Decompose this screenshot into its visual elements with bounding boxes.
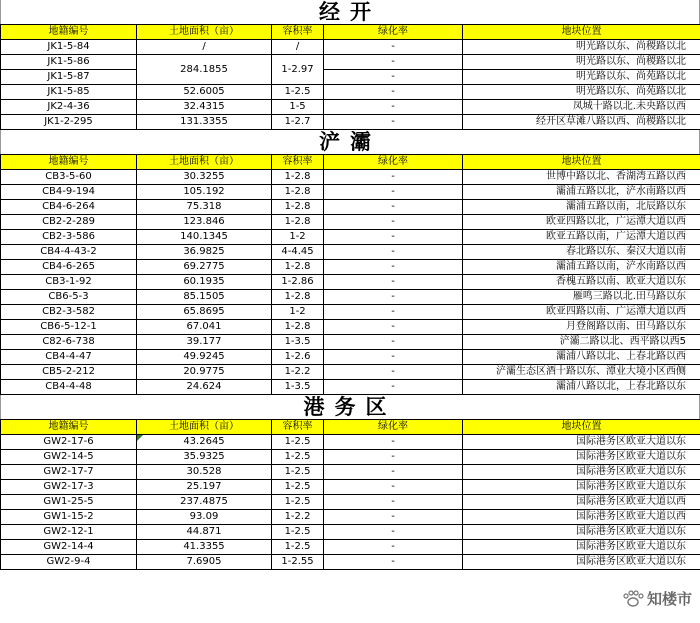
cell-location[interactable]: 国际港务区欧亚大道以东 [463, 465, 700, 480]
cell-area[interactable]: 69.2775 [137, 260, 272, 275]
table-row [1, 115, 700, 130]
cell-location[interactable]: 国际港务区欧亚大道以西 [463, 495, 700, 510]
cell-id[interactable]: JK2-4-36 [1, 100, 137, 115]
cell-location[interactable]: 灞浦八路以北、上春北路以西 [463, 350, 700, 365]
cell-location[interactable]: 灞浦五路以南，浐水南路以西 [463, 260, 700, 275]
cell-far[interactable]: 1-2.6 [272, 350, 324, 365]
col-header-id[interactable]: 地籍编号 [1, 420, 137, 435]
cell-area[interactable]: 7.6905 [137, 555, 272, 570]
table-row [1, 100, 700, 115]
cell-location[interactable]: 灞浦八路以北，上春北路以东 [463, 380, 700, 395]
table-row [1, 495, 700, 510]
cell-location[interactable]: 国际港务区欧亚大道以东 [463, 435, 700, 450]
table-row [1, 215, 700, 230]
cell-area[interactable]: 41.3355 [137, 540, 272, 555]
col-header-location[interactable]: 地块位置 [463, 25, 700, 40]
table-row [1, 480, 700, 495]
cell-id[interactable]: CB2-3-586 [1, 230, 137, 245]
cell-location[interactable]: 明光路以东、尚苑路以北 [463, 70, 700, 85]
cell-area[interactable]: 105.192 [137, 185, 272, 200]
cell-id[interactable]: CB4-6-265 [1, 260, 137, 275]
cell-area[interactable]: 75.318 [137, 200, 272, 215]
cell-far[interactable]: 1-2 [272, 230, 324, 245]
cell-far[interactable]: 1-2.86 [272, 275, 324, 290]
cell-far[interactable]: 1-5 [272, 100, 324, 115]
col-header-id[interactable]: 地籍编号 [1, 155, 137, 170]
cell-id[interactable]: CB2-3-582 [1, 305, 137, 320]
col-header-area[interactable]: 土地面积（亩） [137, 420, 272, 435]
table-row [1, 335, 700, 350]
cell-far[interactable]: 1-2.7 [272, 115, 324, 130]
cell-location[interactable]: 春北路以东、秦汉大道以南 [463, 245, 700, 260]
table-row [1, 540, 700, 555]
cell-id[interactable]: CB3-1-92 [1, 275, 137, 290]
table-row [1, 275, 700, 290]
cell-green[interactable]: - [324, 55, 463, 70]
cell-id[interactable]: CB4-4-47 [1, 350, 137, 365]
cell-location[interactable]: 国际港务区欧亚大道以东 [463, 555, 700, 570]
table-row [1, 230, 700, 245]
gangwu-rows [1, 435, 700, 570]
cell-location[interactable]: 世博中路以北、香湖湾五路以西 [463, 170, 700, 185]
cell-far[interactable]: 1-2.5 [272, 525, 324, 540]
cell-green[interactable]: - [324, 525, 463, 540]
cell-green[interactable]: - [324, 230, 463, 245]
table-row [1, 435, 700, 450]
cell-far[interactable]: 4-4.45 [272, 245, 324, 260]
col-header-location[interactable]: 地块位置 [463, 420, 700, 435]
table-row [1, 200, 700, 215]
cell-area[interactable]: 85.1505 [137, 290, 272, 305]
cell-green[interactable]: - [324, 170, 463, 185]
table-row [1, 170, 700, 185]
cell-area[interactable]: 52.6005 [137, 85, 272, 100]
cell-area[interactable]: 93.09 [137, 510, 272, 525]
table-row [1, 365, 700, 380]
cell-area[interactable]: 25.197 [137, 480, 272, 495]
col-header-green[interactable]: 绿化率 [324, 420, 463, 435]
header-row [1, 420, 700, 435]
cell-green[interactable]: - [324, 540, 463, 555]
cell-far[interactable]: 1-3.5 [272, 335, 324, 350]
chanba-rows [1, 170, 700, 395]
cell-green[interactable]: - [324, 85, 463, 100]
cell-area[interactable]: 131.3355 [137, 115, 272, 130]
cell-far[interactable]: 1-3.5 [272, 380, 324, 395]
cell-area[interactable]: 39.177 [137, 335, 272, 350]
col-header-area[interactable]: 土地面积（亩） [137, 25, 272, 40]
table-row [1, 40, 700, 55]
cell-area[interactable]: 24.624 [137, 380, 272, 395]
cell-green[interactable]: - [324, 335, 463, 350]
table-row [1, 245, 700, 260]
cell-location[interactable]: 国际港务区欧亚大道以西 [463, 510, 700, 525]
table-row [1, 185, 700, 200]
cell-location[interactable]: 凤城十路以北.未央路以西 [463, 100, 700, 115]
cell-id[interactable]: CB5-2-212 [1, 365, 137, 380]
cell-far[interactable]: 1-2.55 [272, 555, 324, 570]
cell-green[interactable]: - [324, 70, 463, 85]
cell-green[interactable]: - [324, 495, 463, 510]
cell-id[interactable]: JK1-5-87 [1, 70, 137, 85]
table-row [1, 350, 700, 365]
table-row [1, 450, 700, 465]
col-header-location[interactable]: 地块位置 [463, 155, 700, 170]
table-row [1, 260, 700, 275]
cell-location[interactable]: 浐灞二路以北、西平路以西5 [463, 335, 700, 350]
col-header-far[interactable]: 容积率 [272, 25, 324, 40]
cell-far[interactable]: 1-2.5 [272, 480, 324, 495]
cell-green[interactable]: - [324, 290, 463, 305]
cell-far[interactable]: 1-2.5 [272, 450, 324, 465]
table-row [1, 380, 700, 395]
cell-location[interactable]: 明光路以东、尚稷路以北 [463, 40, 700, 55]
cell-far[interactable]: 1-2.8 [272, 170, 324, 185]
cell-id[interactable]: CB4-9-194 [1, 185, 137, 200]
section-title-chanba: 浐灞 [0, 130, 700, 154]
col-header-id[interactable]: 地籍编号 [1, 25, 137, 40]
cell-far[interactable]: 1-2.5 [272, 435, 324, 450]
cell-area[interactable]: 30.3255 [137, 170, 272, 185]
table-gangwu [0, 419, 700, 570]
cell-area[interactable]: 44.871 [137, 525, 272, 540]
cell-indicator-icon [137, 435, 143, 441]
cell-area[interactable]: 140.1345 [137, 230, 272, 245]
cell-location[interactable]: 月登阁路以南、田马路以东 [463, 320, 700, 335]
cell-green[interactable]: - [324, 435, 463, 450]
table-row [1, 85, 700, 100]
cell-far[interactable]: 1-2.5 [272, 465, 324, 480]
cell-area[interactable]: 67.041 [137, 320, 272, 335]
cell-area[interactable]: 30.528 [137, 465, 272, 480]
cell-green[interactable]: - [324, 510, 463, 525]
cell-id[interactable]: CB6-5-12-1 [1, 320, 137, 335]
cell-area[interactable]: 32.4315 [137, 100, 272, 115]
cell-area[interactable]: 49.9245 [137, 350, 272, 365]
cell-far[interactable]: 1-2.8 [272, 320, 324, 335]
cell-id[interactable]: C82-6-738 [1, 335, 137, 350]
cell-id[interactable]: CB6-5-3 [1, 290, 137, 305]
cell-area[interactable]: 237.4875 [137, 495, 272, 510]
cell-far[interactable]: 1-2.8 [272, 215, 324, 230]
table-row [1, 320, 700, 335]
watermark-text: 知楼市 [646, 590, 692, 608]
cell-green[interactable]: - [324, 305, 463, 320]
cell-id[interactable]: CB2-2-289 [1, 215, 137, 230]
cell-id[interactable]: GW2-9-4 [1, 555, 137, 570]
cell-far[interactable]: 1-2.2 [272, 510, 324, 525]
cell-green[interactable]: - [324, 100, 463, 115]
cell-green[interactable]: - [324, 215, 463, 230]
cell-far[interactable]: 1-2 [272, 305, 324, 320]
cell-location[interactable]: 欧亚五路以南，广运潭大道以西 [463, 230, 700, 245]
cell-id[interactable]: CB3-5-60 [1, 170, 137, 185]
col-header-green[interactable]: 绿化率 [324, 155, 463, 170]
section-title-jingkai: 经开 [0, 0, 700, 24]
table-row [1, 510, 700, 525]
cell-far[interactable]: 1-2.2 [272, 365, 324, 380]
cell-location[interactable]: 国际港务区欧亚大道以东 [463, 480, 700, 495]
cell-green[interactable]: - [324, 555, 463, 570]
cell-green[interactable]: - [324, 245, 463, 260]
cell-far[interactable]: 1-2.5 [272, 540, 324, 555]
table-row [1, 70, 700, 85]
cell-location[interactable]: 灞浦五路以南，北辰路以东 [463, 200, 700, 215]
cell-id[interactable]: CB4-6-264 [1, 200, 137, 215]
cell-green[interactable]: - [324, 365, 463, 380]
cell-id[interactable]: GW2-12-1 [1, 525, 137, 540]
cell-far[interactable]: 1-2.8 [272, 200, 324, 215]
cell-area-merged[interactable]: 284.1855 [137, 55, 272, 85]
cell-area[interactable]: 36.9825 [137, 245, 272, 260]
cell-location[interactable]: 明光路以东、尚苑路以北 [463, 85, 700, 100]
header-row [1, 155, 700, 170]
cell-location[interactable]: 欧亚四路以北，广运潭大道以西 [463, 215, 700, 230]
cell-id[interactable]: CB4-4-43-2 [1, 245, 137, 260]
cell-green[interactable]: - [324, 40, 463, 55]
cell-location[interactable]: 香槐五路以南、欧亚大道以东 [463, 275, 700, 290]
cell-green[interactable]: - [324, 480, 463, 495]
col-header-far[interactable]: 容积率 [272, 420, 324, 435]
cell-green[interactable]: - [324, 260, 463, 275]
cell-area[interactable]: 60.1935 [137, 275, 272, 290]
col-header-far[interactable]: 容积率 [272, 155, 324, 170]
cell-far[interactable]: 1-2.5 [272, 495, 324, 510]
cell-green[interactable]: - [324, 115, 463, 130]
cell-area[interactable]: 43.2645 [137, 435, 272, 450]
watermark [622, 588, 692, 609]
cell-area[interactable]: 35.9325 [137, 450, 272, 465]
cell-far-merged[interactable]: 1-2.97 [272, 55, 324, 85]
table-row [1, 555, 700, 570]
cell-green[interactable]: - [324, 450, 463, 465]
cell-id[interactable]: GW1-25-5 [1, 495, 137, 510]
col-header-area[interactable]: 土地面积（亩） [137, 155, 272, 170]
cell-far[interactable]: 1-2.8 [272, 260, 324, 275]
cell-area[interactable]: 65.8695 [137, 305, 272, 320]
cell-id[interactable]: JK1-5-85 [1, 85, 137, 100]
cell-location[interactable]: 国际港务区欧亚大道以东 [463, 540, 700, 555]
col-header-green[interactable]: 绿化率 [324, 25, 463, 40]
cell-location[interactable]: 国际港务区欧亚大道以东 [463, 525, 700, 540]
cell-far[interactable]: 1-2.8 [272, 185, 324, 200]
cell-green[interactable]: - [324, 380, 463, 395]
cell-area[interactable]: 20.9775 [137, 365, 272, 380]
cell-area[interactable]: / [137, 40, 272, 55]
cell-id[interactable]: GW2-14-4 [1, 540, 137, 555]
table-row [1, 305, 700, 320]
cell-id[interactable]: GW1-15-2 [1, 510, 137, 525]
cell-id[interactable]: GW2-17-6 [1, 435, 137, 450]
cell-id[interactable]: GW2-14-5 [1, 450, 137, 465]
table-row [1, 465, 700, 480]
cell-green[interactable]: - [324, 275, 463, 290]
cell-green[interactable]: - [324, 320, 463, 335]
cell-green[interactable]: - [324, 200, 463, 215]
table-row [1, 290, 700, 305]
cell-id[interactable]: JK1-5-84 [1, 40, 137, 55]
cell-far[interactable]: 1-2.8 [272, 290, 324, 305]
cell-id[interactable]: JK1-2-295 [1, 115, 137, 130]
table-chanba [0, 154, 700, 395]
cell-id[interactable]: GW2-17-7 [1, 465, 137, 480]
cell-location[interactable]: 经开区草滩八路以西、尚稷路以北 [463, 115, 700, 130]
table-row [1, 55, 700, 70]
table-row [1, 525, 700, 540]
cell-area[interactable]: 123.846 [137, 215, 272, 230]
cell-location[interactable]: 国际港务区欧亚大道以东 [463, 450, 700, 465]
paw-icon [622, 590, 644, 608]
cell-green[interactable]: - [324, 350, 463, 365]
cell-green[interactable]: - [324, 465, 463, 480]
section-title-gangwu: 港务区 [0, 395, 700, 419]
cell-location[interactable]: 明光路以东、尚稷路以北 [463, 55, 700, 70]
cell-green[interactable]: - [324, 185, 463, 200]
cell-id[interactable]: GW2-17-3 [1, 480, 137, 495]
cell-far[interactable]: 1-2.5 [272, 85, 324, 100]
cell-location[interactable]: 灞浦五路以北，浐水南路以西 [463, 185, 700, 200]
cell-location[interactable]: 雁鸣三路以北.田马路以东 [463, 290, 700, 305]
cell-id[interactable]: CB4-4-48 [1, 380, 137, 395]
cell-location[interactable]: 欧亚四路以南、广运潭大道以西 [463, 305, 700, 320]
header-row [1, 25, 700, 40]
table-jingkai [0, 24, 700, 130]
cell-id[interactable]: JK1-5-86 [1, 55, 137, 70]
cell-far[interactable]: / [272, 40, 324, 55]
cell-location[interactable]: 浐灞生态区酒十路以东、潭业大境小区西侧 [463, 365, 700, 380]
